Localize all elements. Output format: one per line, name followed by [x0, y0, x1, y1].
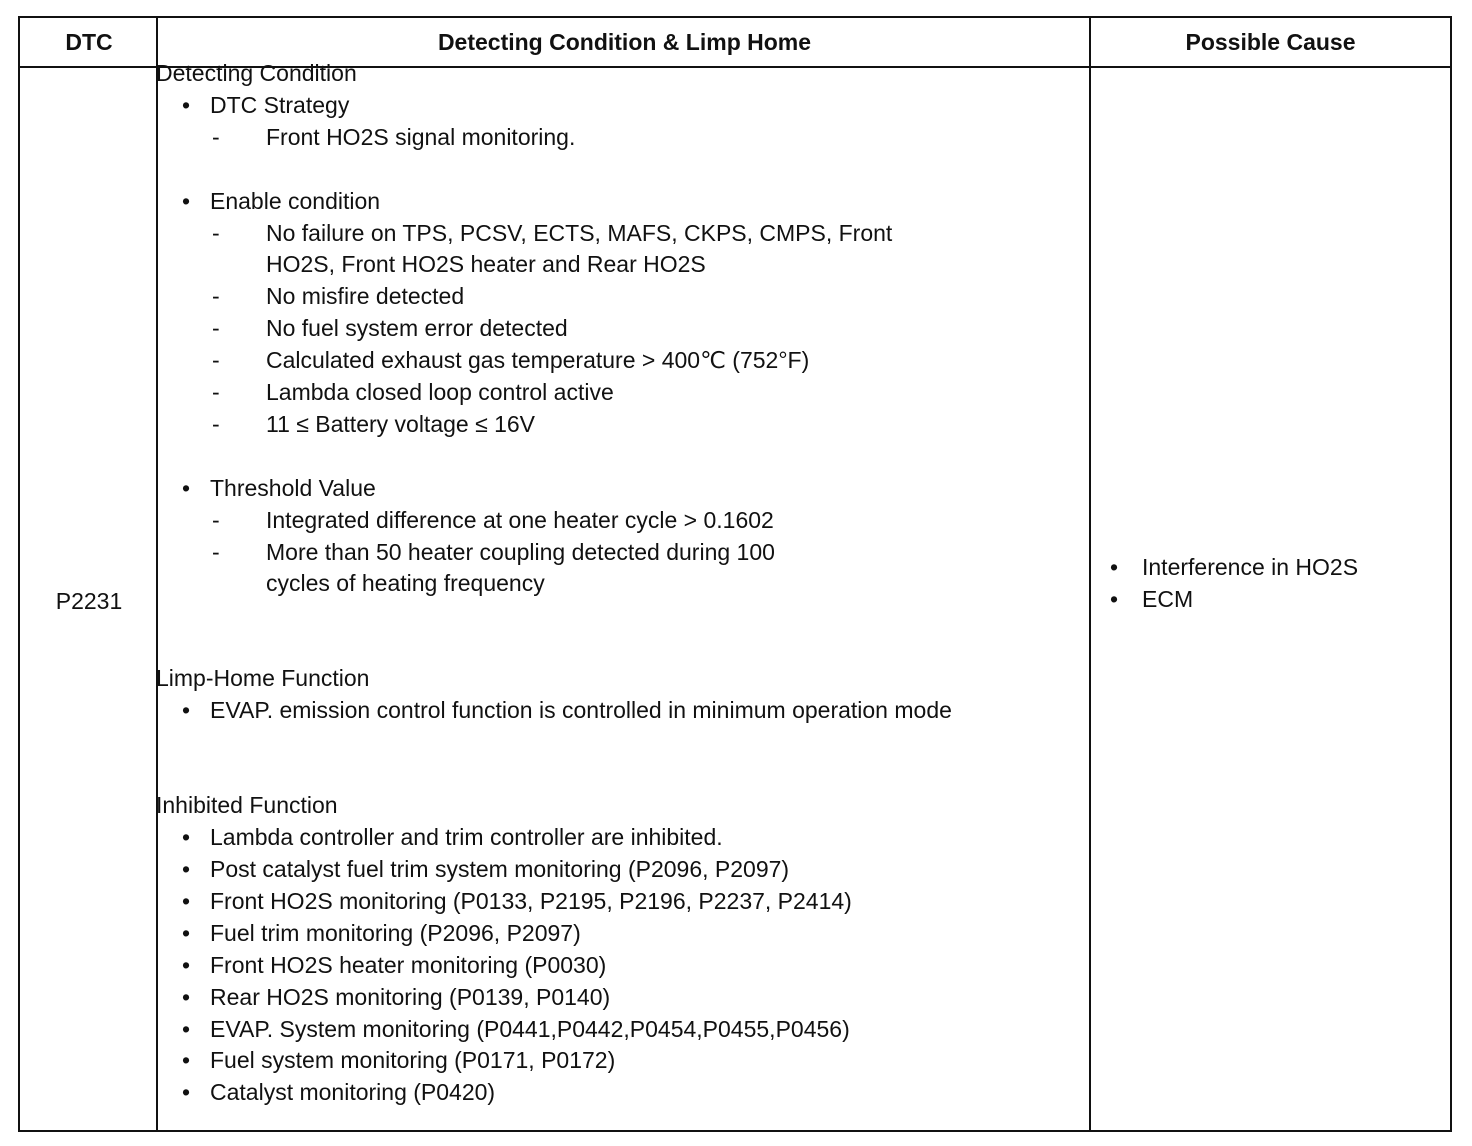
bullet-glyph: • [182, 1079, 191, 1106]
strategy-label: DTC Strategy [210, 91, 350, 118]
limp-home-item: EVAP. emission control function is controlled in minimum operation mode [210, 697, 952, 724]
enable-item: Lambda closed loop control active [266, 379, 614, 406]
strategy-bullet [156, 90, 1066, 122]
dash-glyph: - [212, 315, 220, 342]
inhibited-bullet [156, 918, 1066, 950]
enable-item: No failure on TPS, PCSV, ECTS, MAFS, CKPS, CMPS, Front [266, 219, 893, 246]
bullet-glyph: • [182, 919, 191, 946]
inhibited-item: Post catalyst fuel trim system monitoring (P2096, P2097) [210, 856, 790, 882]
inhibited-item: Rear HO2S monitoring (P0139, P0140) [210, 983, 611, 1010]
cause-text: Interference in HO2S [1142, 554, 1359, 580]
dash-glyph: - [212, 379, 220, 406]
bullet-glyph: • [182, 697, 191, 724]
bullet-glyph: • [182, 856, 191, 882]
dash-item [156, 218, 1066, 250]
threshold-bullet [156, 473, 1066, 505]
enable-item: 11 ≤ Battery voltage ≤ 16V [266, 410, 536, 437]
detecting-title: Detecting Condition [156, 60, 357, 86]
header-condition: Detecting Condition & Limp Home [437, 29, 812, 55]
inhibited-bullet [156, 886, 1066, 918]
inhibited-title: Inhibited Function [156, 792, 338, 819]
bullet-glyph: • [182, 824, 191, 851]
header-dtc: DTC [65, 29, 113, 55]
inhibited-bullet [156, 822, 1066, 854]
dash-item [156, 345, 1066, 377]
inhibited-item: Catalyst monitoring (P0420) [210, 1079, 496, 1106]
inhibited-item: Lambda controller and trim controller are inhibited. [210, 824, 723, 851]
dash-glyph: - [212, 219, 220, 246]
condition-content [156, 58, 1066, 1109]
enable-label: Enable condition [210, 187, 381, 214]
inhibited-item: EVAP. System monitoring (P0441,P0442,P0454,P0455,P0456) [210, 1015, 850, 1042]
inhibited-item: Front HO2S heater monitoring (P0030) [210, 951, 607, 978]
enable-item: No fuel system error detected [266, 315, 568, 342]
cause-content [1110, 552, 1440, 616]
dtc-column [20, 18, 158, 1130]
bullet-glyph: • [182, 187, 191, 214]
bullet-glyph: • [182, 951, 191, 978]
dash-glyph: - [212, 283, 220, 310]
inhibited-bullet [156, 982, 1066, 1014]
dash-glyph: - [212, 123, 220, 150]
dash-glyph: - [212, 538, 220, 565]
bullet-glyph: • [182, 1047, 191, 1074]
dash-item [156, 313, 1066, 345]
dash-item [156, 409, 1066, 441]
bullet-glyph: • [182, 983, 191, 1010]
bullet-glyph: • [182, 91, 191, 118]
inhibited-bullet [156, 950, 1066, 982]
inhibited-bullet [156, 854, 1066, 886]
cause-item [1110, 584, 1440, 616]
strategy-item: Front HO2S signal monitoring. [266, 123, 576, 150]
threshold-item: Integrated difference at one heater cycle > 0.1602 [266, 506, 774, 533]
dtc-code: P2231 [55, 588, 123, 614]
dash-item [156, 537, 1066, 569]
dash-glyph: - [212, 506, 220, 533]
inhibited-item: Fuel system monitoring (P0171, P0172) [210, 1047, 616, 1074]
dash-item-continuation [156, 568, 1066, 600]
inhibited-item: Fuel trim monitoring (P2096, P2097) [210, 919, 581, 946]
dash-glyph: - [212, 347, 220, 374]
dash-item-continuation [156, 249, 1066, 281]
bullet-glyph: • [1110, 554, 1119, 580]
cause-text: ECM [1142, 585, 1194, 612]
dash-glyph: - [212, 410, 220, 437]
inhibited-bullet [156, 1045, 1066, 1077]
limp-home-title: Limp-Home Function [156, 665, 370, 692]
header-cause: Possible Cause [1185, 29, 1356, 55]
bullet-glyph: • [182, 1015, 191, 1042]
enable-bullet [156, 186, 1066, 218]
dash-item [156, 122, 1066, 154]
dash-item [156, 281, 1066, 313]
bullet-glyph: • [182, 474, 191, 501]
threshold-item: cycles of heating frequency [266, 570, 545, 597]
enable-item: No misfire detected [266, 283, 465, 310]
dash-item [156, 377, 1066, 409]
inhibited-bullet [156, 1077, 1066, 1109]
threshold-label: Threshold Value [210, 474, 376, 501]
dash-item [156, 505, 1066, 537]
bullet-glyph: • [1110, 585, 1119, 612]
bullet-glyph: • [182, 887, 191, 914]
cause-item [1110, 552, 1440, 584]
enable-item: HO2S, Front HO2S heater and Rear HO2S [266, 251, 706, 278]
inhibited-bullet [156, 1014, 1066, 1046]
enable-item: Calculated exhaust gas temperature > 400℃ (752°F) [266, 347, 810, 374]
limp-home-bullet [156, 695, 1066, 727]
inhibited-item: Front HO2S monitoring (P0133, P2195, P2196, P2237, P2414) [210, 887, 852, 914]
threshold-item: More than 50 heater coupling detected during 100 [266, 538, 775, 565]
